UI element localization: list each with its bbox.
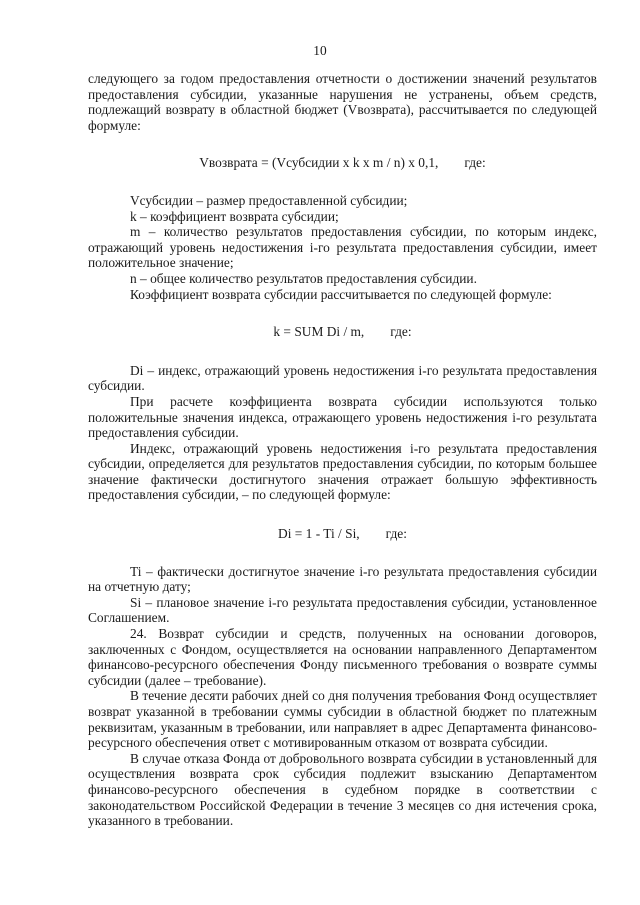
formula-where: где: (390, 324, 412, 340)
formula-expression: Di = 1 - Ti / Si, (278, 526, 360, 542)
formula-v-return (88, 155, 597, 171)
formula-where: где: (464, 155, 486, 171)
clause-24-paragraph: 24. Возврат субсидии и средств, полученных на основании договоров, заключенных с Фондом, осуществляется на основании направленного Департаментом финансово-ресурсного обеспечения Фонду письменного требования о возврате суммы субсидии (далее – требование). (88, 626, 597, 688)
page-number: 10 (313, 43, 327, 58)
di-definition: Di – индекс, отражающий уровень недостижения i-го результата предоставления субсидии. (88, 362, 597, 394)
k-intro-paragraph: Коэффициент возврата субсидии рассчитывается по следующей формуле: (130, 286, 552, 302)
formula-expression: k = SUM Di / m, (273, 324, 365, 340)
definition-item: Ti – фактически достигнутое значение i-го результата предоставления субсидии на отчетную дату; (88, 563, 597, 595)
definition-item: Si – плановое значение i-го результата предоставления субсидии, установленное Соглашением. (88, 594, 597, 626)
document-body (88, 71, 597, 829)
clause-24-paragraph: В течение десяти рабочих дней со дня получения требования Фонд осуществляет возврат указанной в требовании суммы субсидии в областной бюджет по платежным реквизитам, указанным в требовании, или направляет в адрес Департамента финансово-ресурсного обеспечения ответ с мотивированным отказом от возврата субсидии. (88, 688, 597, 751)
formula-k (88, 324, 597, 340)
definition-item: Vсубсидии – размер предоставленной субсидии; (130, 192, 408, 208)
definition-item: n – общее количество результатов предоставления субсидии. (130, 270, 477, 286)
intro-paragraph: следующего за годом предоставления отчетности о достижении значений результатов предоставления субсидии, указанные нарушения не устранены, объем средств, подлежащий возврату в областной бюджет (Vвозврата), рассчитывается по следующей формуле: (88, 71, 597, 133)
formula-expression: Vвозврата = (Vсубсидии x k x m / n) x 0,1, (199, 155, 439, 171)
definition-item: m – количество результатов предоставления субсидии, по которым индекс, отражающий уровень недостижения i-го результата предоставления субсидии, имеет положительное значение; (88, 224, 597, 271)
clause-24-paragraph: В случае отказа Фонда от добровольного возврата субсидии в установленный для осуществления возврата срок субсидия подлежит взысканию Департаментом финансово-ресурсного обеспечения в судебном порядке в соответствии с законодательством Российской Федерации в течение 3 месяцев со дня истечения срока, указанного в требовании. (88, 750, 597, 829)
index-intro-paragraph: Индекс, отражающий уровень недостижения i-го результата предоставления субсидии, определяется для результатов предоставления субсидии, по которым большее значение фактически достигнутого значения отражает большую эффективность предоставления субсидии, – по следующей формуле: (88, 440, 597, 503)
formula-where: где: (385, 526, 407, 542)
positive-values-note: При расчете коэффициента возврата субсидии используются только положительные значения индекса, отражающего уровень недостижения i-го результата предоставления субсидии. (88, 393, 597, 441)
definition-item: k – коэффициент возврата субсидии; (130, 208, 339, 224)
formula-di (88, 526, 597, 542)
